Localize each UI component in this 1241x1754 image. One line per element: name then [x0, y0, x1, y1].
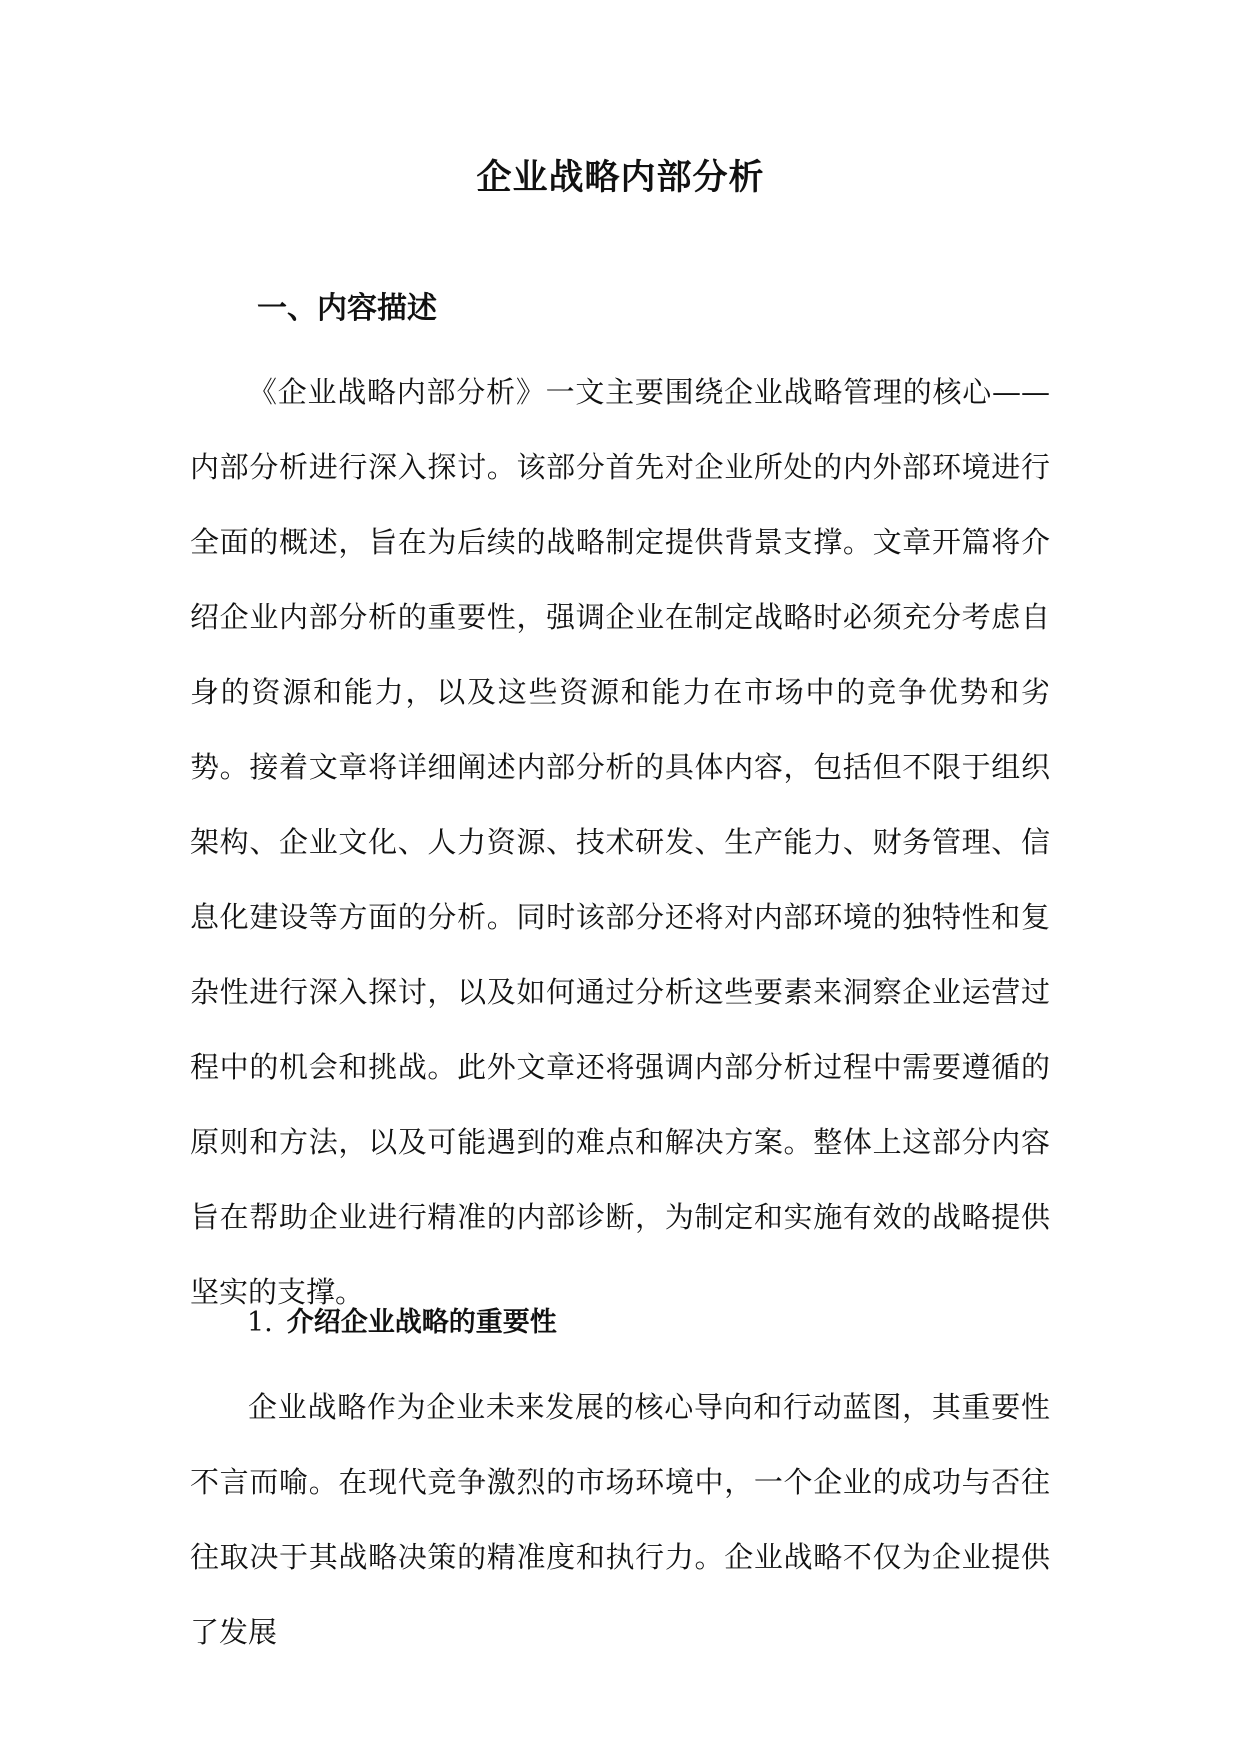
section-heading-content-description: 一、内容描述	[257, 291, 437, 326]
subsection-paragraph-strategy-importance: 企业战略作为企业未来发展的核心导向和行动蓝图，其重要性不言而喻。在现代竞争激烈的市场环境中，一个企业的成功与否往往取决于其战略决策的精准度和执行力。企业战略不仅为企业提供了发展	[190, 1390, 1050, 1649]
subsection-heading-text: 介绍企业战略的重要性	[286, 1307, 557, 1338]
section-paragraph-content-description: 《企业战略内部分析》一文主要围绕企业战略管理的核心——内部分析进行深入探讨。该部分首先对企业所处的内外部环境进行全面的概述，旨在为后续的战略制定提供背景支撑。文章开篇将介绍企业内部分析的重要性，强调企业在制定战略时必须充分考虑自身的资源和能力，以及这些资源和能力在市场中的竞争优势和劣势。接着文章将详细阐述内部分析的具体内容，包括但不限于组织架构、企业文化、人力资源、技术研发、生产能力、财务管理、信息化建设等方面的分析。同时该部分还将对内部环境的独特性和复杂性进行深入探讨，以及如何通过分析这些要素来洞察企业运营过程中的机会和挑战。此外文章还将强调内部分析过程中需要遵循的原则和方法，以及可能遇到的难点和解决方案。整体上这部分内容旨在帮助企业进行精准的内部诊断，为制定和实施有效的战略提供坚实的支撑。	[190, 375, 1050, 1309]
subsection-number: 1.	[247, 1307, 273, 1338]
subsection-heading-strategy-importance	[247, 1300, 557, 1339]
document-title: 企业战略内部分析	[476, 158, 765, 198]
